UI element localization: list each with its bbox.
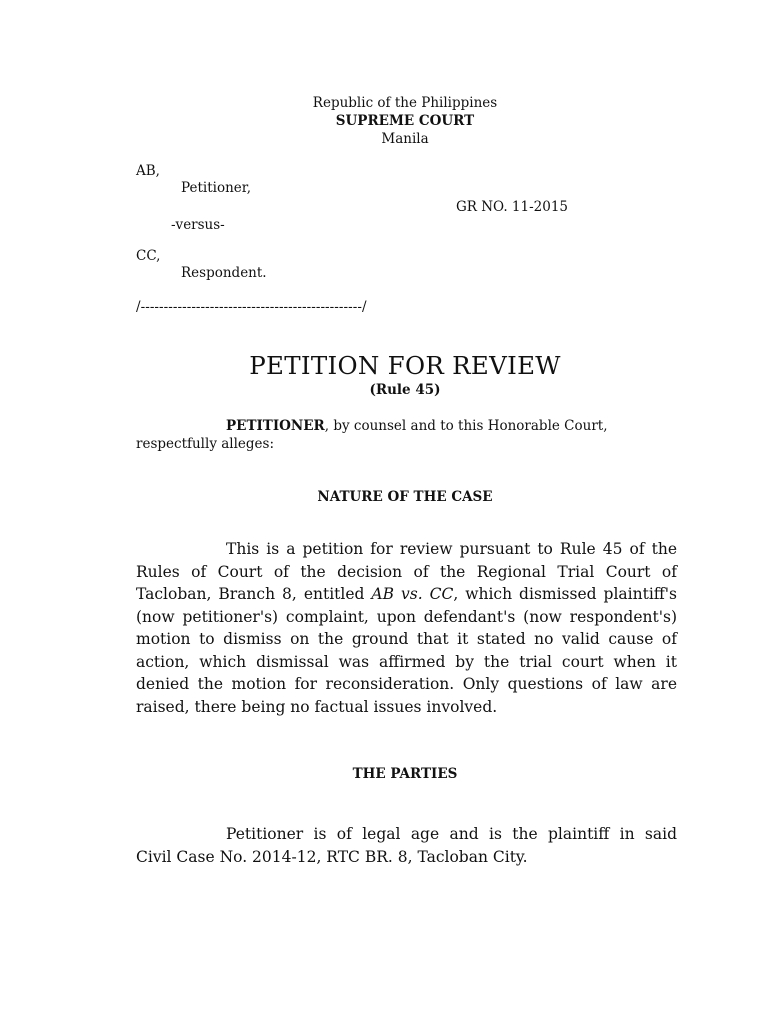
nature-line1-text: This is a petition for review pursuant to Rule 45 of the xyxy=(226,540,677,558)
nature-line-5: motion to dismiss on the ground that it stated no valid cause of xyxy=(136,630,677,648)
intro-paragraph xyxy=(136,418,677,453)
section-heading-parties: THE PARTIES xyxy=(352,766,458,782)
party1-role: Petitioner, xyxy=(181,180,252,196)
nature-line-4: (now petitioner's) complaint, upon defendant's (now respondent's) xyxy=(136,607,677,626)
nature-line-8: raised, there being no factual issues involved. xyxy=(136,697,498,716)
header-republic: Republic of the Philippines xyxy=(312,95,498,111)
nature-line-7: denied the motion for reconsideration. Only questions of law are xyxy=(136,675,677,693)
intro-subject: PETITIONER xyxy=(226,418,325,434)
case-number: GR NO. 11-2015 xyxy=(456,199,569,215)
parties-line-2: Civil Case No. 2014-12, RTC BR. 8, Tacloban City. xyxy=(136,847,528,866)
versus-label: -versus- xyxy=(171,217,225,233)
parties-line1-text: Petitioner is of legal age and is the plaintiff in said xyxy=(226,825,677,843)
party1-name: AB, xyxy=(136,163,160,179)
nature-line-6: action, which dismissal was affirmed by the trial court when it xyxy=(136,652,677,671)
intro-line1-rest: , by counsel and to this Honorable Court, xyxy=(324,418,608,434)
parties-paragraph xyxy=(136,823,677,868)
case-title-italic: AB vs. CC xyxy=(371,585,454,603)
nature-line3-post: , which dismissed plaintiff's xyxy=(453,585,677,603)
header-court: SUPREME COURT xyxy=(335,113,475,129)
nature-line-3 xyxy=(136,583,677,606)
caption-divider: /------------------------------------------------/ xyxy=(136,299,367,315)
nature-line3-pre: Tacloban, Branch 8, entitled xyxy=(136,585,372,603)
intro-line-1 xyxy=(136,418,677,436)
header-city: Manila xyxy=(381,131,429,147)
nature-line-2: Rules of Court of the decision of the Regional Trial Court of xyxy=(136,562,677,581)
nature-line-1 xyxy=(136,538,677,561)
intro-line-2: respectfully alleges: xyxy=(136,435,275,452)
party2-role: Respondent. xyxy=(181,265,267,281)
document-title: PETITION FOR REVIEW xyxy=(249,351,561,380)
document-rule: (Rule 45) xyxy=(369,382,441,398)
parties-line-1 xyxy=(136,823,677,846)
party2-name: CC, xyxy=(136,248,161,264)
section-heading-nature: NATURE OF THE CASE xyxy=(317,489,493,505)
nature-paragraph xyxy=(136,538,677,718)
